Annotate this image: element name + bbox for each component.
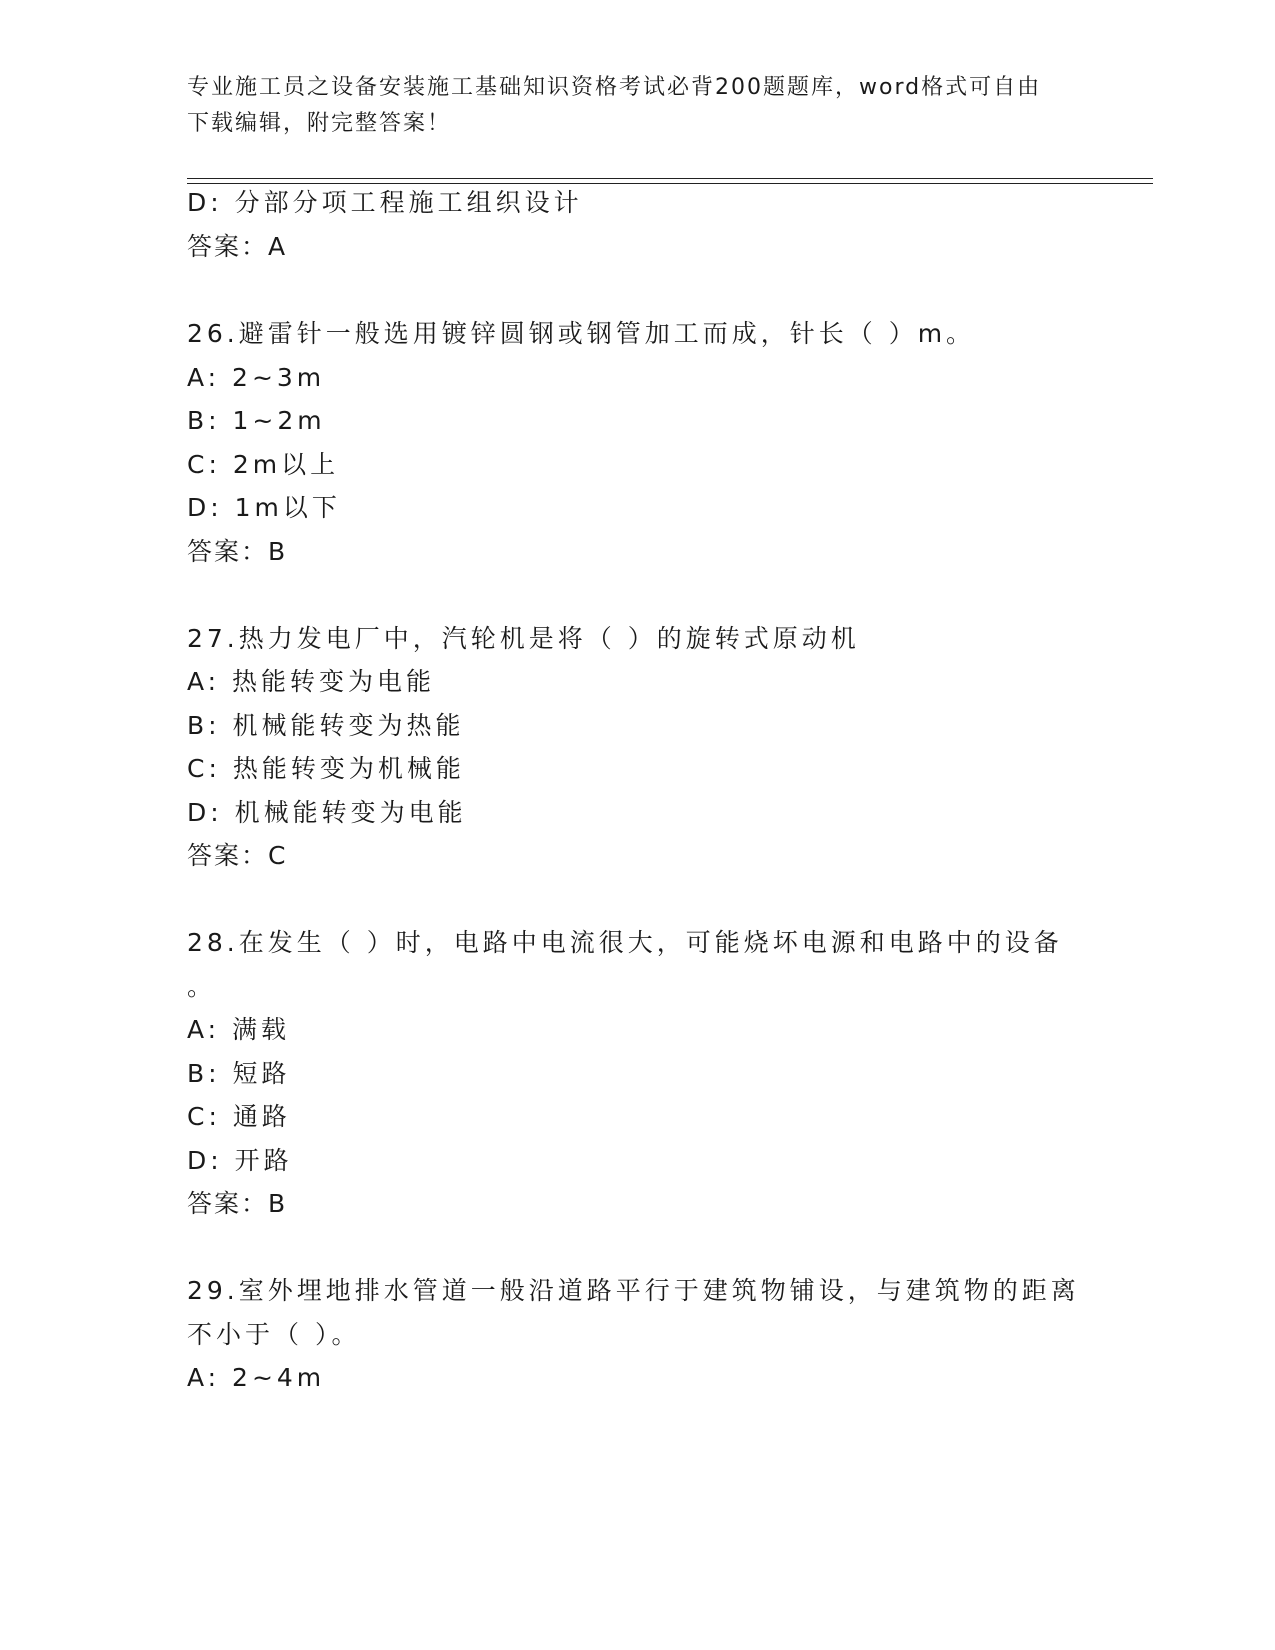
question-28-stem: 28.在发生（ ）时，电路中电流很大，可能烧坏电源和电路中的设备 bbox=[187, 928, 1063, 957]
header-line-2: 下载编辑，附完整答案！ bbox=[187, 111, 452, 136]
question-27-option-a: A: 热能转变为电能 bbox=[187, 667, 436, 696]
question-27-option-c: C: 热能转变为机械能 bbox=[187, 754, 465, 783]
prev-option-d: D: 分部分项工程施工组织设计 bbox=[187, 188, 583, 217]
question-28-option-a: A: 满载 bbox=[187, 1015, 291, 1044]
question-29-option-a: A: 2~4m bbox=[187, 1363, 326, 1392]
question-27-option-d: D: 机械能转变为电能 bbox=[187, 798, 467, 827]
question-28-option-c: C: 通路 bbox=[187, 1102, 291, 1131]
question-29-stem-continued: 不小于（ ）。 bbox=[187, 1320, 361, 1349]
question-27-stem: 27.热力发电厂中，汽轮机是将（ ）的旋转式原动机 bbox=[187, 624, 860, 653]
question-28-option-d: D: 开路 bbox=[187, 1146, 293, 1175]
question-26-stem: 26.避雷针一般选用镀锌圆钢或钢管加工而成，针长（ ）m。 bbox=[187, 319, 976, 348]
question-28-option-b: B: 短路 bbox=[187, 1059, 291, 1088]
question-28-answer: 答案：B bbox=[187, 1189, 288, 1218]
question-26-answer: 答案：B bbox=[187, 537, 288, 566]
question-29-stem: 29.室外埋地排水管道一般沿道路平行于建筑物铺设，与建筑物的距离 bbox=[187, 1276, 1080, 1305]
question-26-option-c: C: 2m以上 bbox=[187, 450, 340, 479]
header-divider-top bbox=[187, 178, 1153, 179]
question-27-option-b: B: 机械能转变为热能 bbox=[187, 711, 465, 740]
question-26-option-b: B: 1~2m bbox=[187, 406, 326, 435]
question-26-option-a: A: 2~3m bbox=[187, 363, 326, 392]
question-28-stem-continued: 。 bbox=[187, 972, 217, 1001]
header-line-1: 专业施工员之设备安装施工基础知识资格考试必背200题题库，word格式可自由 bbox=[187, 75, 1042, 100]
header-divider-bottom bbox=[187, 183, 1153, 184]
document-header bbox=[187, 70, 1087, 142]
question-27-answer: 答案：C bbox=[187, 841, 288, 870]
prev-answer: 答案：A bbox=[187, 232, 288, 261]
question-26-option-d: D: 1m以下 bbox=[187, 493, 341, 522]
